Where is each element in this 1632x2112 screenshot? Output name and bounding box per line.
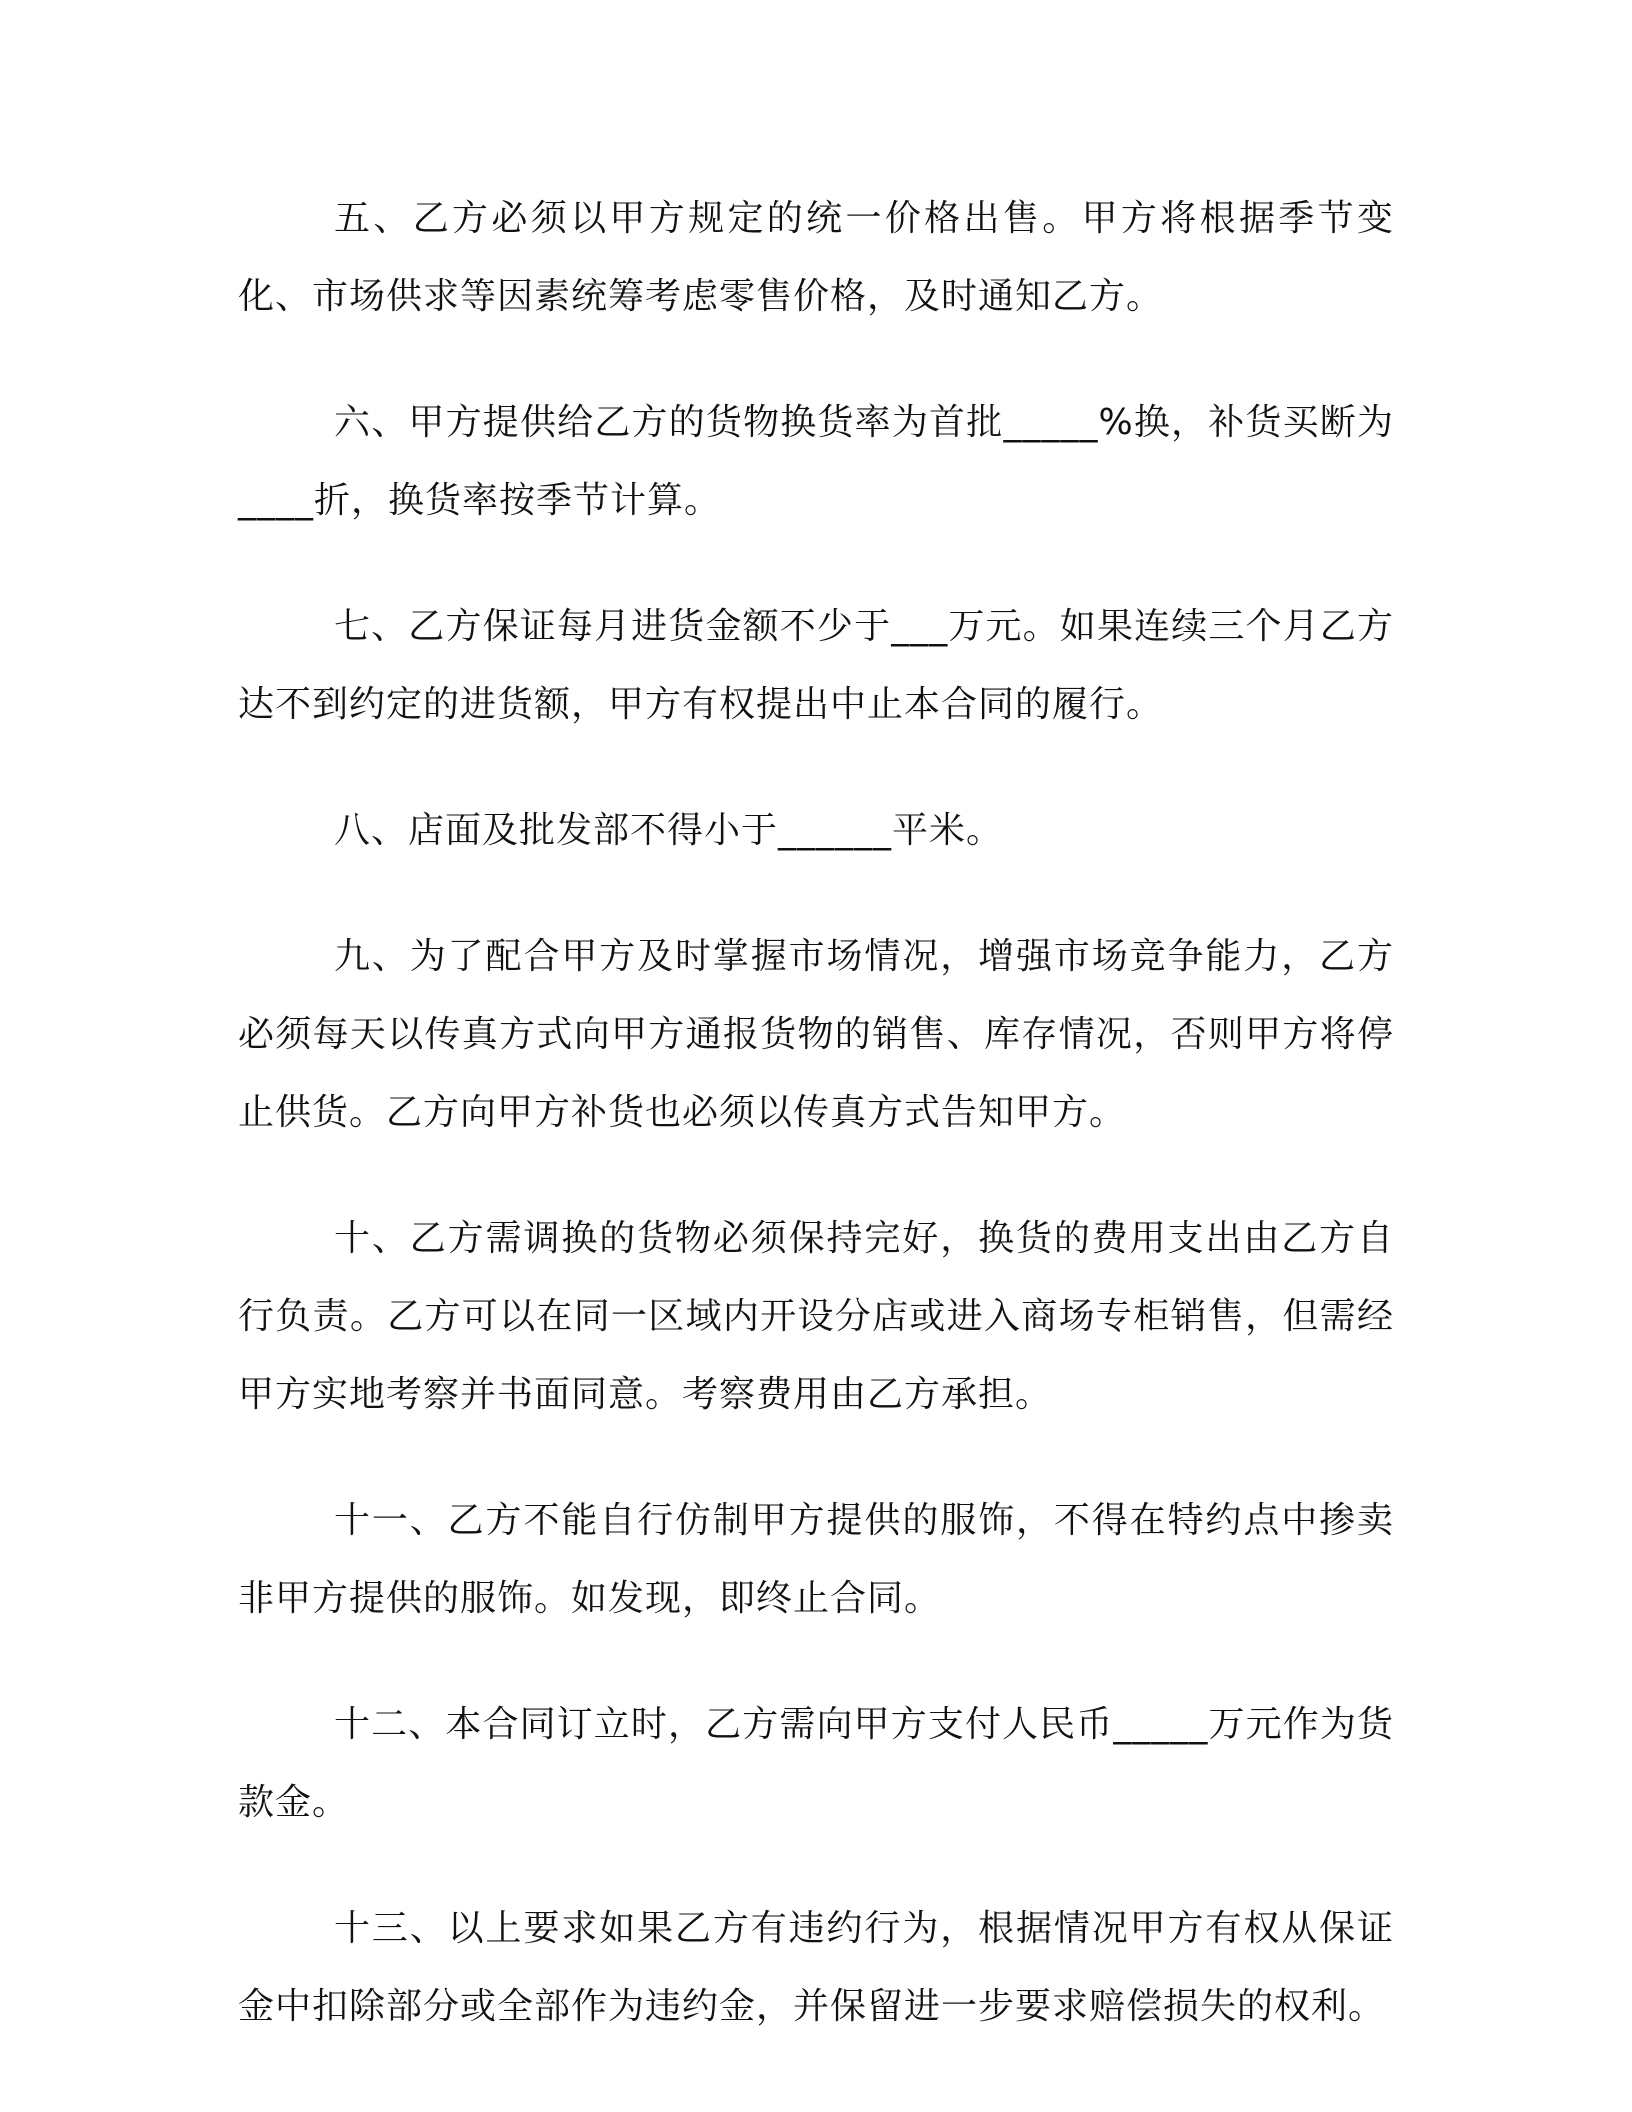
clause-12: 十二、本合同订立时，乙方需向甲方支付人民币_____万元作为货款金。	[238, 1704, 1394, 1823]
clause-5: 五、乙方必须以甲方规定的统一价格出售。甲方将根据季节变化、市场供求等因素统筹考虑零售价格，及时通知乙方。	[238, 198, 1394, 317]
clause-13: 十三、以上要求如果乙方有违约行为，根据情况甲方有权从保证金中扣除部分或全部作为违约金，并保留进一步要求赔偿损失的权利。	[238, 1908, 1394, 2027]
clause-10: 十、乙方需调换的货物必须保持完好，换货的费用支出由乙方自行负责。乙方可以在同一区域内开设分店或进入商场专柜销售，但需经甲方实地考察并书面同意。考察费用由乙方承担。	[238, 1218, 1394, 1415]
clause-11: 十一、乙方不能自行仿制甲方提供的服饰，不得在特约点中掺卖非甲方提供的服饰。如发现，即终止合同。	[238, 1500, 1394, 1619]
clause-7: 七、乙方保证每月进货金额不少于___万元。如果连续三个月乙方达不到约定的进货额，甲方有权提出中止本合同的履行。	[238, 606, 1394, 725]
contract-body	[238, 180, 1394, 2094]
clause-9: 九、为了配合甲方及时掌握市场情况，增强市场竞争能力，乙方必须每天以传真方式向甲方通报货物的销售、库存情况，否则甲方将停止供货。乙方向甲方补货也必须以传真方式告知甲方。	[238, 936, 1394, 1133]
clause-6: 六、甲方提供给乙方的货物换货率为首批_____%换，补货买断为____折，换货率按季节计算。	[238, 402, 1394, 521]
clause-8: 八、店面及批发部不得小于______平米。	[334, 810, 1004, 851]
